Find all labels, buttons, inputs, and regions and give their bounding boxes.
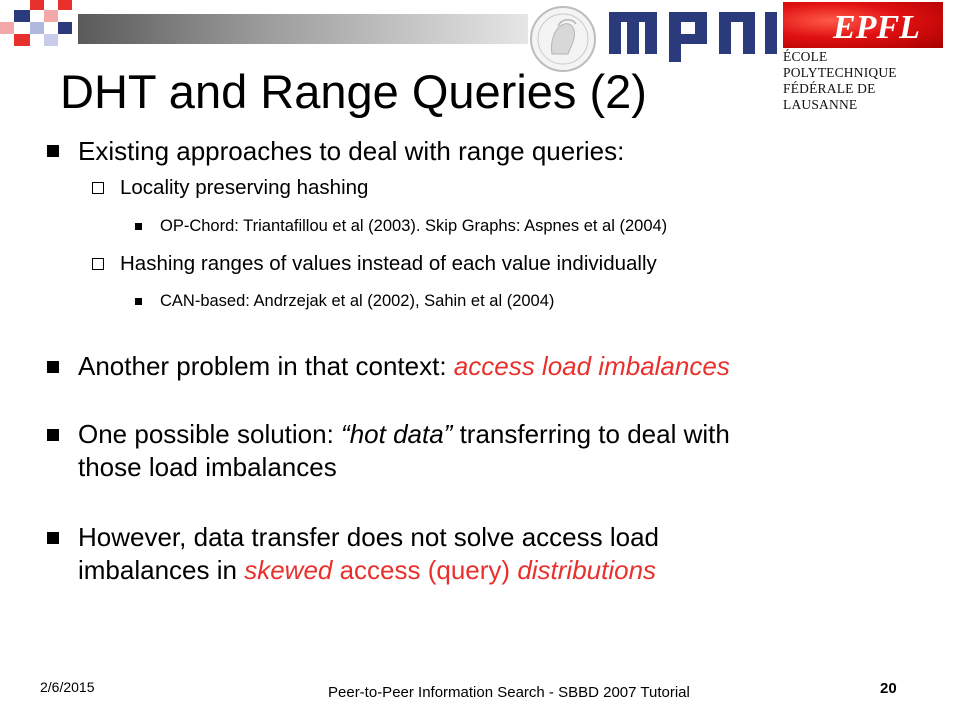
sub-bullet-hashing-ranges: Hashing ranges of values instead of each value individually (120, 252, 657, 275)
sub-bullet-locality-hashing: Locality preserving hashing (120, 176, 369, 199)
bullet-possible-solution-rest: transferring to deal with (452, 419, 730, 449)
page-number: 20 (880, 680, 897, 697)
bullet-possible-solution-line2: those load imbalances (78, 452, 337, 482)
bullet-square-icon (135, 298, 142, 305)
bullet-possible-solution (78, 418, 730, 451)
distributions-highlight: distributions (517, 555, 657, 585)
bullet-however-line2 (78, 554, 656, 587)
footer-date: 2/6/2015 (40, 679, 95, 695)
bullet-square-icon (47, 361, 59, 373)
epfl-line-2: FÉDÉRALE DE LAUSANNE (783, 81, 876, 112)
sub-sub-bullet-can-based: CAN-based: Andrzejak et al (2002), Sahin et al (2004) (160, 292, 555, 310)
access-query-highlight: access (query) (332, 555, 518, 585)
bullet-box-icon (92, 182, 104, 194)
bullet-possible-solution-text: One possible solution: (78, 419, 342, 449)
bullet-box-icon (92, 258, 104, 270)
footer-title: Peer-to-Peer Information Search - SBBD 2007 Tutorial (328, 684, 690, 701)
access-load-imbalances-highlight: access load imbalances (453, 351, 730, 381)
bullet-square-icon (135, 223, 142, 230)
mpi-logo (605, 2, 780, 62)
header-gradient-bar (78, 14, 528, 44)
skewed-highlight: skewed (244, 555, 333, 585)
bullet-another-problem-text: Another problem in that context: (78, 351, 454, 381)
bullet-existing-approaches: Existing approaches to deal with range queries: (78, 136, 625, 166)
sub-sub-bullet-op-chord: OP-Chord: Triantafillou et al (2003). Skip Graphs: Aspnes et al (2004) (160, 217, 668, 235)
epfl-line-1: ÉCOLE POLYTECHNIQUE (783, 49, 897, 80)
epfl-logo (783, 2, 943, 112)
bullet-square-icon (47, 429, 59, 441)
checker-decoration (0, 0, 80, 56)
bullet-square-icon (47, 532, 59, 544)
bullet-another-problem (78, 350, 730, 383)
epfl-logo-mark (783, 2, 943, 48)
bullet-square-icon (47, 145, 59, 157)
slide-title: DHT and Range Queries (2) (60, 65, 647, 118)
bullet-however-line1: However, data transfer does not solve access load (78, 522, 659, 552)
hot-data-phrase: “hot data” (341, 419, 453, 449)
svg-text:EPFL: EPFL (833, 9, 920, 46)
bullet-however-text: imbalances in (78, 555, 245, 585)
